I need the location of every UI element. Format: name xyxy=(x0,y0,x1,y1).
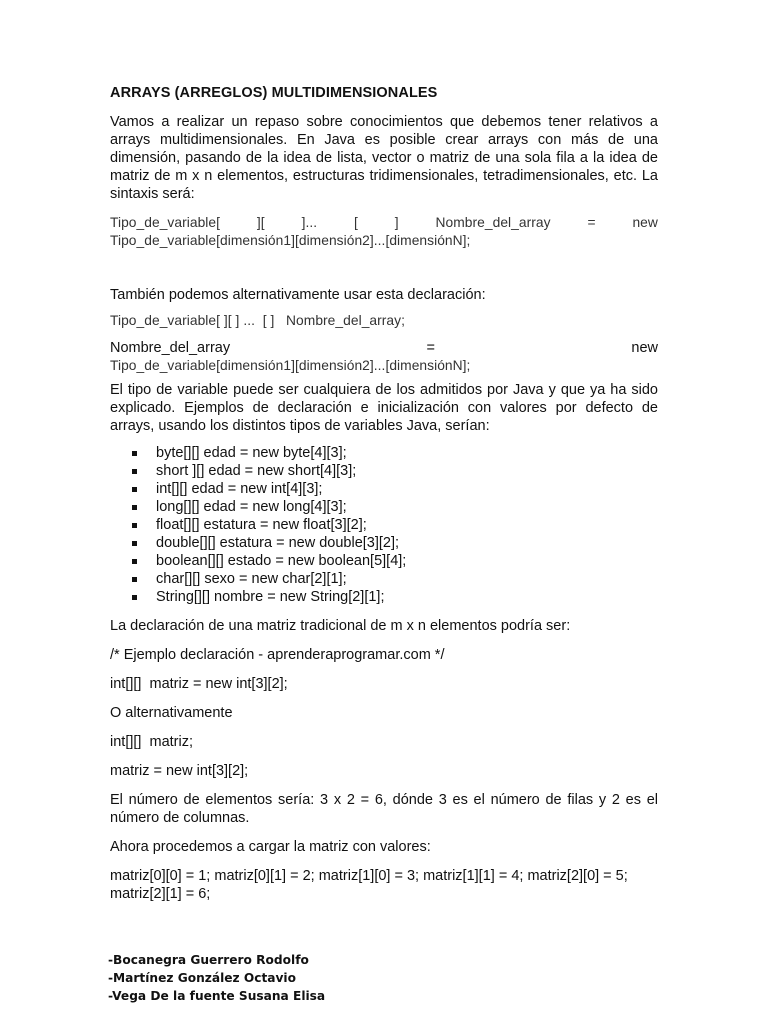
square-bullet-icon xyxy=(132,559,137,564)
square-bullet-icon xyxy=(132,577,137,582)
syntax-block-1 xyxy=(110,214,658,250)
syntax-3-part: Nombre_del_array xyxy=(110,340,231,356)
list-item: short ][] edad = new short[4][3]; xyxy=(110,462,658,480)
alternative-line: O alternativamente xyxy=(110,705,233,721)
load-line-1: matriz[0][0] = 1; matriz[0][1] = 2; matriz[1][0] = 3; matriz[1][1] = 4; matriz[2][0] = 5; xyxy=(110,868,628,884)
syntax-1-part: ]... xyxy=(301,215,318,230)
syntax-1-part: ] xyxy=(394,215,399,230)
declaration-line: int[][] matriz = new int[3][2]; xyxy=(110,676,288,692)
syntax-1-part: = xyxy=(587,215,596,230)
load-line-2: matriz[2][1] = 6; xyxy=(110,886,211,902)
square-bullet-icon xyxy=(132,523,137,528)
syntax-3-line-2: Tipo_de_variable[dimensión1][dimensión2]...[dimensiónN]; xyxy=(110,358,471,373)
comment-line: /* Ejemplo declaración - aprenderaprogramar.com */ xyxy=(110,647,445,663)
init-line: matriz = new int[3][2]; xyxy=(110,763,249,779)
document-body xyxy=(110,84,658,903)
author-name: -Vega De la fuente Susana Elisa xyxy=(108,989,326,1003)
syntax-1-part: new xyxy=(632,215,658,230)
author-name: -Martínez González Octavio xyxy=(108,971,296,985)
list-item: float[][] estatura = new float[3][2]; xyxy=(110,516,658,534)
square-bullet-icon xyxy=(132,595,137,600)
alt-intro: También podemos alternativamente usar esta declaración: xyxy=(110,287,486,303)
elements-paragraph: El número de elementos sería: 3 x 2 = 6, dónde 3 es el número de filas y 2 es el número de columnas. xyxy=(110,792,658,826)
square-bullet-icon xyxy=(132,487,137,492)
list-item: boolean[][] estado = new boolean[5][4]; xyxy=(110,552,658,570)
list-item: byte[][] edad = new byte[4][3]; xyxy=(110,444,658,462)
syntax-3-part: new xyxy=(631,340,658,356)
syntax-1-line-1 xyxy=(110,214,658,232)
list-item: int[][] edad = new int[4][3]; xyxy=(110,480,658,498)
syntax-1-part: [ xyxy=(353,215,358,230)
syntax-block-3 xyxy=(110,339,658,375)
syntax-1-part: Tipo_de_variable[ xyxy=(110,215,221,230)
list-item: char[][] sexo = new char[2][1]; xyxy=(110,570,658,588)
square-bullet-icon xyxy=(132,505,137,510)
load-intro: Ahora procedemos a cargar la matriz con valores: xyxy=(110,839,431,855)
syntax-1-part: ][ xyxy=(256,215,265,230)
matrix-intro: La declaración de una matriz tradicional de m x n elementos podría ser: xyxy=(110,618,571,634)
author-name: -Bocanegra Guerrero Rodolfo xyxy=(108,953,309,967)
square-bullet-icon xyxy=(132,451,137,456)
square-bullet-icon xyxy=(132,541,137,546)
authors-list xyxy=(108,951,325,1005)
intro-paragraph: Vamos a realizar un repaso sobre conocimientos que debemos tener relativos a arrays multidimensionales. En Java es posible crear arrays con más de una dimensión, pasando de la idea de lista, vector o matriz de una sola fila a la idea de matriz de m x n elementos, estructuras tridimensionales, tetradimensionales, etc. La sintaxis será: xyxy=(110,114,658,202)
syntax-3-part: = xyxy=(426,340,435,356)
types-paragraph: El tipo de variable puede ser cualquiera de los admitidos por Java y que ya ha sido explicado. Ejemplos de declaración e inicialización con valores por defecto de arrays, usando los distintos tipos de variables Java, serían: xyxy=(110,382,658,434)
list-item: double[][] estatura = new double[3][2]; xyxy=(110,534,658,552)
list-item: long[][] edad = new long[4][3]; xyxy=(110,498,658,516)
document-title: ARRAYS (ARREGLOS) MULTIDIMENSIONALES xyxy=(110,85,438,101)
syntax-1-part: Nombre_del_array xyxy=(435,215,551,230)
declaration-examples-list xyxy=(110,444,658,606)
list-item: String[][] nombre = new String[2][1]; xyxy=(110,588,658,606)
syntax-1-line-2: Tipo_de_variable[dimensión1][dimensión2]...[dimensiónN]; xyxy=(110,233,471,248)
syntax-3-line-1 xyxy=(110,339,658,357)
declaration-line-2: int[][] matriz; xyxy=(110,734,193,750)
syntax-2: Tipo_de_variable[ ][ ] ... [ ] Nombre_del_array; xyxy=(110,313,405,328)
square-bullet-icon xyxy=(132,469,137,474)
